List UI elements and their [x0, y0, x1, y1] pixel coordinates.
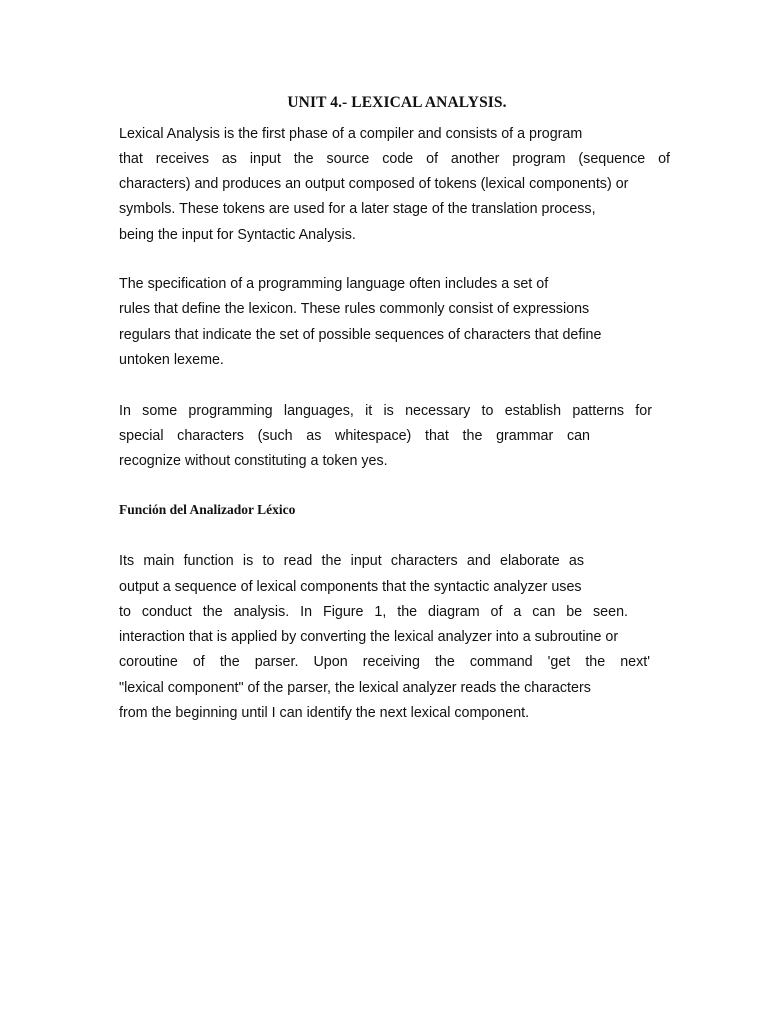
paragraph-line: coroutine of the parser. Upon receiving the command 'get the next' — [119, 654, 650, 670]
paragraph-line: rules that define the lexicon. These rules commonly consist of expressions — [119, 301, 590, 317]
paragraph-line: being the input for Syntactic Analysis. — [119, 227, 356, 243]
section-heading: Función del Analizador Léxico — [119, 502, 296, 517]
paragraph-line: from the beginning until I can identify the next lexical component. — [119, 705, 530, 721]
paragraph-line: The specification of a programming language often includes a set of — [119, 276, 549, 292]
paragraph-line: regulars that indicate the set of possible sequences of characters that define — [119, 327, 602, 343]
document-title: UNIT 4.- LEXICAL ANALYSIS. — [287, 94, 507, 111]
paragraph-line: interaction that is applied by converting the lexical analyzer into a subroutine or — [119, 629, 619, 645]
paragraph-line: special characters (such as whitespace) that the grammar can — [119, 428, 590, 444]
paragraph-line: to conduct the analysis. In Figure 1, the diagram of a can be seen. — [119, 604, 628, 620]
paragraph-line: Lexical Analysis is the first phase of a compiler and consists of a program — [119, 126, 583, 142]
paragraph-line: characters) and produces an output composed of tokens (lexical components) or — [119, 176, 629, 192]
paragraph-line: output a sequence of lexical components that the syntactic analyzer uses — [119, 579, 582, 595]
paragraph-line: symbols. These tokens are used for a later stage of the translation process, — [119, 201, 596, 217]
paragraph-line: untoken lexeme. — [119, 352, 224, 368]
paragraph-line: Its main function is to read the input characters and elaborate as — [119, 553, 584, 569]
paragraph-line: "lexical component" of the parser, the lexical analyzer reads the characters — [119, 680, 591, 696]
paragraph-line: recognize without constituting a token yes. — [119, 453, 388, 469]
paragraph-line: In some programming languages, it is necessary to establish patterns for — [119, 403, 652, 419]
paragraph-line: that receives as input the source code of another program (sequence of — [119, 151, 670, 167]
